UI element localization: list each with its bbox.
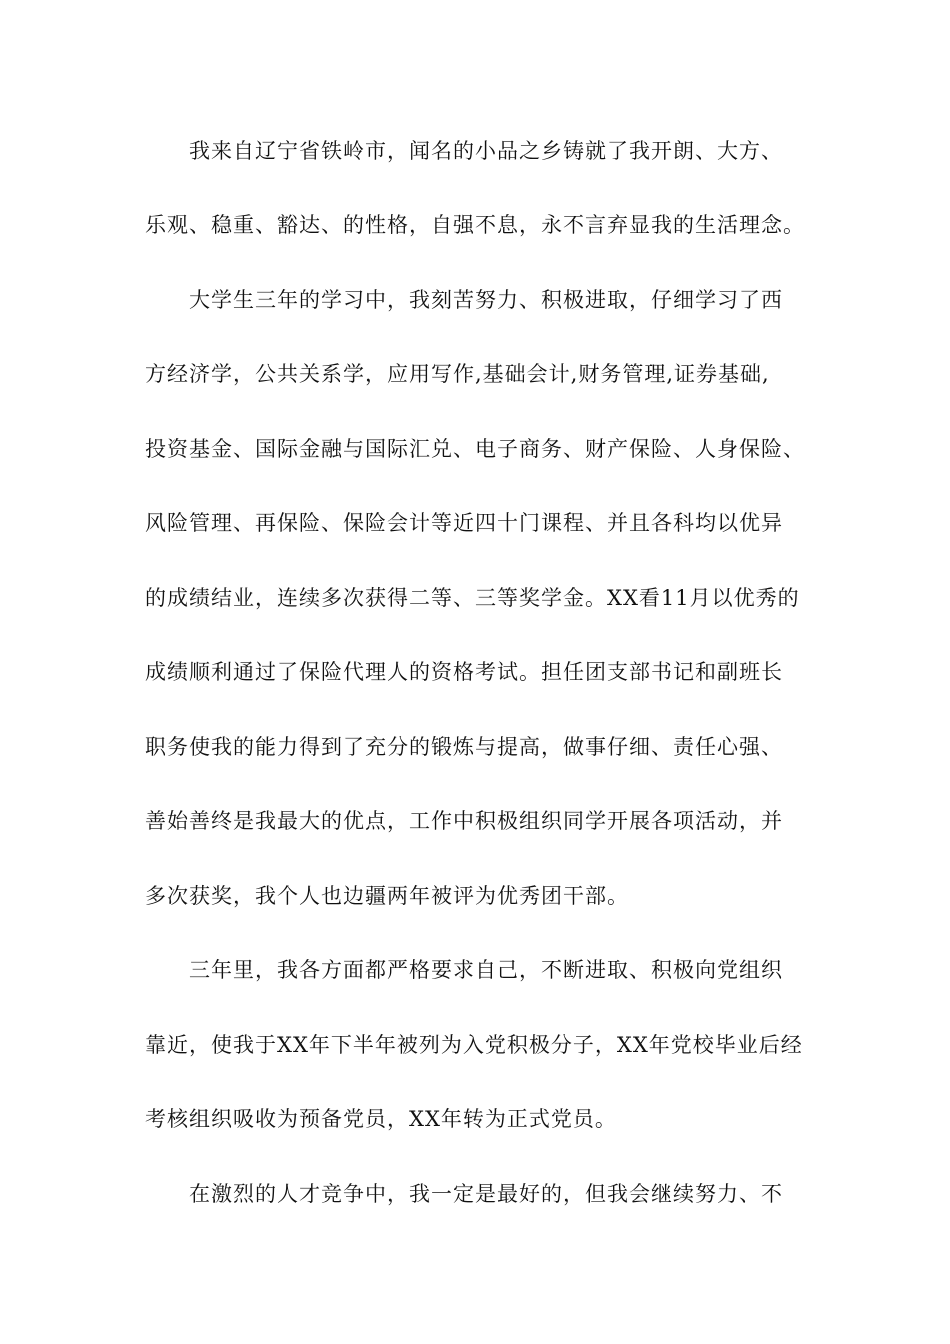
- paragraph-2-line-6: 成绩顺利通过了保险代理人的资格考试。担任团支部书记和副班长: [145, 660, 783, 684]
- paragraph-2-line-5: 的成绩结业，连续多次获得二等、三等奖学金。XX看11月以优秀的: [145, 586, 800, 610]
- paragraph-2-line-7: 职务使我的能力得到了充分的锻炼与提高，做事仔细、责任心强、: [145, 735, 783, 759]
- paragraph-1-line-2: 乐观、稳重、豁达、的性格，自强不息，永不言弃显我的生活理念。: [145, 213, 805, 237]
- paragraph-2-line-4: 风险管理、再保险、保险会计等近四十门课程、并且各科均以优异: [145, 511, 783, 535]
- paragraph-2-line-3: 投资基金、国际金融与国际汇兑、电子商务、财产保险、人身保险、: [145, 437, 805, 461]
- paragraph-1-line-1: 我来自辽宁省铁岭市，闻名的小品之乡铸就了我开朗、大方、: [189, 139, 783, 163]
- paragraph-3-line-2: 靠近，使我于XX年下半年被列为入党积极分子，XX年党校毕业后经: [145, 1033, 803, 1057]
- paragraph-3-line-3: 考核组织吸收为预备党员，XX年转为正式党员。: [145, 1107, 617, 1131]
- paragraph-3-line-1: 三年里，我各方面都严格要求自己，不断进取、积极向党组织: [189, 958, 783, 982]
- paragraph-4-line-1: 在激烈的人才竞争中，我一定是最好的，但我会继续努力、不: [189, 1182, 783, 1206]
- paragraph-2-line-8: 善始善终是我最大的优点，工作中积极组织同学开展各项活动，并: [145, 809, 783, 833]
- paragraph-2-line-1: 大学生三年的学习中，我刻苦努力、积极进取，仔细学习了西: [189, 288, 783, 312]
- paragraph-2-line-2: 方经济学，公共关系学，应用写作,基础会计,财务管理,证券基础,: [145, 362, 770, 386]
- paragraph-2-line-9: 多次获奖，我个人也边疆两年被评为优秀团干部。: [145, 884, 629, 908]
